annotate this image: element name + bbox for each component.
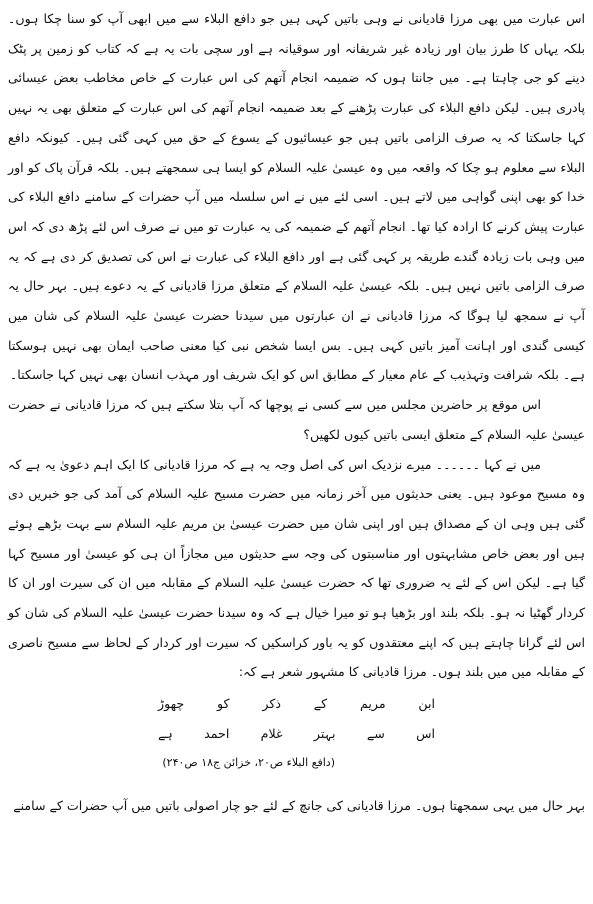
couplet-word: احمد — [204, 726, 230, 742]
couplet-word: کے — [313, 696, 328, 712]
closing-paragraph: بہر حال میں یہی سمجھتا ہوں۔ مرزا قادیانی کی جانچ کے لئے جو چار اصولی باتیں میں آپ حضرات کے سامنے — [13, 798, 585, 814]
couplet-word: چھوڑ — [158, 696, 185, 712]
paragraph-2: اس موقع پر حاضرین مجلس میں سے کسی نے پوچھا کہ آپ بتلا سکتے ہیں کہ مرزا قادیانی نے حضرت عیسیٰ علیہ السلام کے متعلق ایسی باتیں کیوں لکھیں؟ — [8, 397, 585, 442]
couplet-word: ابن — [418, 696, 435, 712]
couplet-word: سے — [366, 726, 385, 742]
couplet-word: اس — [416, 726, 435, 742]
couplet-word: بہتر — [313, 726, 336, 742]
couplet-word: ذکر — [262, 696, 281, 712]
poetry-couplet — [8, 689, 585, 749]
couplet-word: غلام — [260, 726, 283, 742]
paragraph-3: میں نے کہا ۔۔۔۔۔۔ میرے نزدیک اس کی اصل وجہ یہ ہے کہ مرزا قادیانی کا ایک اہم دعویٰ یہ ہے کہ وہ مسیح موعود ہیں۔ یعنی حدیثوں میں آخر زمانہ میں حضرت مسیح علیہ السلام کی آمد کی جو خبریں دی گئی ہیں وہی ان کے مصداق ہیں اور اپنی شان میں حضرت عیسیٰ بن مریم علیہ السلام سے بہت بڑھے ہوئے ہیں اور بعض خاص مشابہتوں اور مناسبتوں کی وجہ سے حدیثوں میں مجازاً ان ہی کو عیسیٰ اور مسیح کہا گیا ہے۔ لیکن اس کے لئے یہ ضروری تھا کہ حضرت عیسیٰ علیہ السلام کے مقابلہ میں ان کی سیرت اور ان کا کردار گھٹیا نہ ہو۔ بلکہ بلند اور بڑھیا ہو تو میرا خیال ہے کہ وہ سیدنا حضرت عیسیٰ علیہ السلام کی شان کو اس لئے گرانا چاہتے ہیں کہ اپنے معتقدوں کو یہ باور کراسکیں کہ سیرت اور کردار کے لحاظ سے مسیح ناصری کے مقابلہ میں میں بلند ہوں۔ مرزا قادیانی کا مشہور شعر ہے کہ: — [8, 456, 585, 680]
couplet-line-2 — [8, 719, 585, 749]
source-reference: (دافع البلاء ص۲۰، خزائن ج۱۸ ص۲۴۰) — [162, 756, 335, 770]
couplet-word: مریم — [359, 696, 386, 712]
couplet-line-1 — [8, 689, 585, 719]
couplet-word: ہے — [158, 726, 173, 742]
paragraph-1: اس عبارت میں بھی مرزا قادیانی نے وہی باتیں کہی ہیں جو دافع البلاء سے میں ابھی آپ کو سنا چکا ہوں۔ بلکہ یہاں کا طرز بیان اور زیادہ غیر شریفانہ اور سوقیانہ ہے اور سچی بات یہ ہے کہ کتاب کو زمین پر پٹک دینے کو جی چاہتا ہے۔ میں جانتا ہوں کہ ضمیمہ انجام آتھم کی اس عبارت کے خاص مخاطب بعض عیسائی پادری ہیں۔ لیکن دافع البلاء کی عبارت پڑھنے کے بعد ضمیمہ انجام آتھم کی اس عبارت کے متعلق بھی یہ نہیں کہا جاسکتا کہ یہ صرف الزامی باتیں ہیں جو عیسائیوں کے یسوع کے حق میں کہی گئی ہیں۔ کیونکہ دافع البلاء سے معلوم ہو چکا کہ واقعہ میں وہ عیسیٰ علیہ السلام کو ایسا ہی سمجھتے ہیں۔ بلکہ قرآن پاک کو اور خدا کو بھی اپنی گواہی میں لاتے ہیں۔ اسی لئے میں نے اس سلسلہ میں آپ حضرات کے سامنے دافع البلاء کی عبارت پیش کرنے کا ارادہ کیا تھا۔ انجام آتھم کے ضمیمہ کی یہ عبارت تو میں نے صرف اس لئے پڑھ دی کہ اس میں وہی بات زیادہ گندے طریقہ پر کہی گئی ہے اور دافع البلاء کی عبارت نے اس کی تصدیق کر دی ہے کہ یہ صرف الزامی باتیں نہیں ہیں۔ بلکہ عیسیٰ علیہ السلام کے متعلق مرزا قادیانی کے یہ دعوے ہیں۔ بہر حال یہ آپ نے سمجھ لیا ہوگا کہ مرزا قادیانی نے ان عبارتوں میں سیدنا حضرت عیسیٰ علیہ السلام کی شان میں کیسی گندی اور اہانت آمیز باتیں کہی ہیں۔ بس ایسا شخص نبی کیا معنی صاحب ایمان بھی نہیں ہوسکتا ہے۔ بلکہ شرافت وتہذیب کے عام معیار کے مطابق اس کو ایک شریف اور مہذب انسان بھی نہیں کہا جاسکتا۔ — [8, 11, 585, 383]
couplet-word: کو — [217, 696, 230, 712]
